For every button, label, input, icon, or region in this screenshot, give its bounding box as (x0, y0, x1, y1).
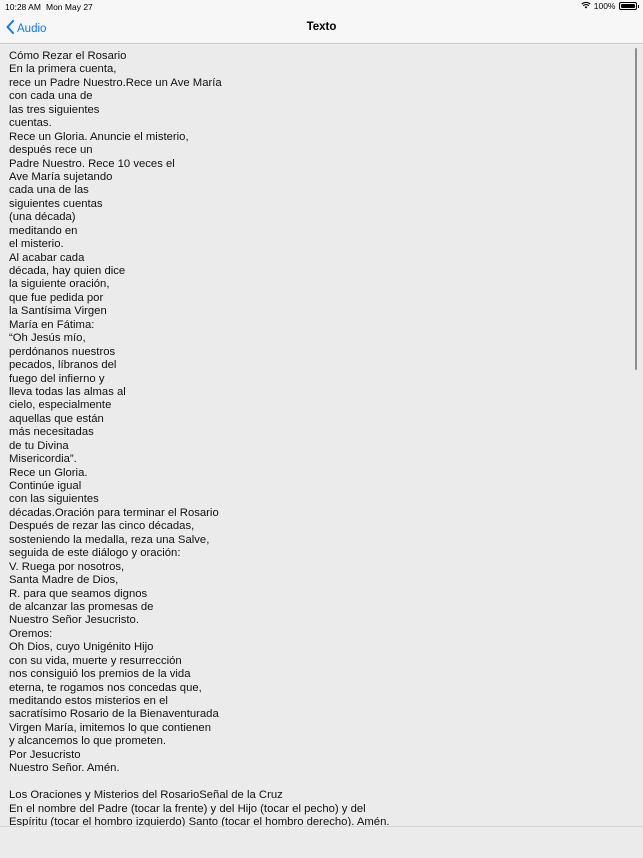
text-line: Nuestro Señor Jesucristo. (9, 614, 139, 627)
navigation-bar (0, 14, 643, 44)
text-line: Continúe igual (9, 480, 82, 492)
text-line: década, hay quien dice (9, 265, 126, 277)
text-line: Rece un Gloria. (9, 466, 88, 479)
text-line: cuentas. (9, 117, 52, 130)
text-view[interactable] (0, 44, 643, 826)
scrollbar[interactable] (635, 48, 638, 370)
text-line: el misterio. (9, 238, 64, 251)
status-date: Mon May 27 (46, 2, 93, 12)
wifi-icon (581, 1, 591, 11)
text-line: la Santísima Virgen (9, 305, 107, 318)
text-line: meditando en (9, 224, 78, 237)
text-line: cielo, especialmente (9, 399, 112, 412)
battery-percent: 100% (593, 1, 616, 11)
text-line: siguientes cuentas (9, 197, 103, 210)
text-line: más necesitadas (9, 426, 94, 439)
text-line: con las siguientes (9, 493, 99, 506)
text-line: Rece un Gloria. Anuncie el misterio, (9, 130, 189, 143)
text-line: Virgen María, imitemos lo que contienen (9, 721, 211, 734)
text-line: de alcanzar las promesas de (9, 600, 154, 613)
text-line: Al acabar cada (9, 251, 85, 264)
text-line: nos consiguió los premios de la vida (9, 668, 191, 681)
text-line: cada una de las (9, 184, 89, 197)
text-line: que fue pedida por (9, 291, 104, 304)
text-line: sosteniendo la medalla, reza una Salve, (9, 533, 210, 546)
text-line: Cómo Rezar el Rosario (9, 50, 127, 62)
bottom-bar (0, 826, 643, 858)
status-time: 10:28 AM (5, 2, 41, 12)
text-line: Oh Dios, cuyo Unigénito Hijo (9, 641, 154, 654)
text-line: con su vida, muerte y resurrección (9, 654, 182, 667)
text-line: “Oh Jesús mío, (9, 332, 86, 345)
text-line: meditando estos misterios en el (9, 695, 168, 707)
text-line: En el nombre del Padre (tocar la frente) y del Hijo (tocar el pecho) y del (9, 802, 366, 815)
status-bar (0, 0, 643, 14)
text-line: y alcancemos lo que prometen. (9, 735, 166, 748)
text-line (9, 776, 629, 789)
text-line: Nuestro Señor. Amén. (9, 762, 120, 775)
status-right (581, 1, 639, 11)
text-line: Ave María sujetando (9, 170, 113, 183)
text-line: con cada una de (9, 90, 93, 103)
text-line: décadas.Oración para terminar el Rosario (9, 506, 219, 519)
text-line: perdónanos nuestros (9, 345, 116, 358)
text-line: Misericordia”. (9, 453, 77, 466)
text-line: después rece un (9, 144, 93, 157)
battery-icon (619, 2, 637, 10)
text-line: sacratísimo Rosario de la Bienaventurada (9, 708, 219, 721)
text-line: R. para que seamos dignos (9, 587, 148, 600)
text-line: seguida de este diálogo y oración: (9, 547, 181, 560)
text-line: Padre Nuestro. Rece 10 veces el (9, 157, 175, 170)
battery-cap (638, 5, 640, 8)
back-button-label: Audio (17, 22, 47, 35)
text-line: En la primera cuenta, (9, 63, 117, 76)
text-line: fuego del infierno y (9, 372, 105, 385)
text-line: Santa Madre de Dios, (9, 574, 119, 587)
text-line: lleva todas las almas al (9, 385, 126, 398)
text-line: (una década) (9, 211, 76, 224)
text-line: rece un Padre Nuestro.Rece un Ave María (9, 76, 222, 89)
text-line: pecados, líbranos del (9, 359, 117, 372)
text-line: Por Jesucristo (9, 748, 81, 761)
prayer-text (9, 50, 629, 826)
text-line: Oremos: (9, 627, 53, 640)
text-line: Espíritu (tocar el hombro izquierdo) Santo (tocar el hombro derecho). Amén. (9, 815, 390, 826)
text-line: aquellas que están (9, 412, 104, 425)
text-line: eterna, te rogamos nos concedas que, (9, 681, 202, 694)
text-line: las tres siguientes (9, 103, 100, 116)
text-line: la siguiente oración, (9, 278, 110, 291)
text-line: V. Ruega por nosotros, (9, 560, 125, 573)
text-line: de tu Divina (9, 439, 69, 452)
text-line: María en Fátima: (9, 318, 95, 331)
text-line: Después de rezar las cinco décadas, (9, 520, 195, 533)
text-line: Los Oraciones y Misterios del RosarioSeñal de la Cruz (9, 789, 283, 802)
page-title: Texto (306, 21, 337, 33)
